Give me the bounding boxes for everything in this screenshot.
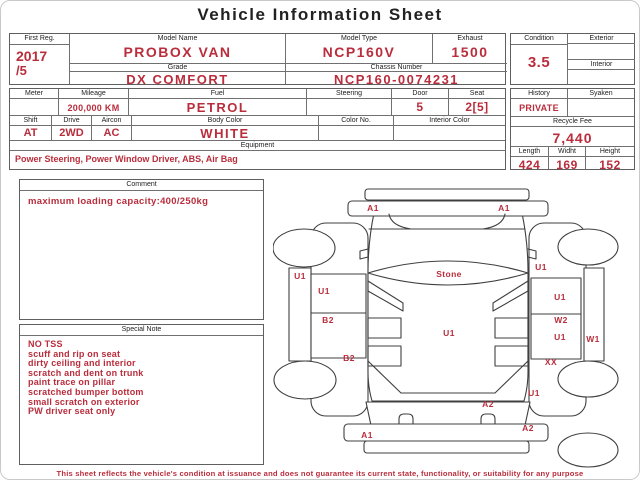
- syaken-label: Syaken: [568, 89, 634, 99]
- damage-marker-w1: W1: [586, 334, 600, 344]
- damage-marker-b2: B2: [343, 353, 355, 363]
- body-color-label: Body Color: [132, 116, 318, 126]
- damage-marker-u1: U1: [443, 328, 455, 338]
- damage-marker-u1: U1: [294, 271, 306, 281]
- syaken-cell: [568, 89, 634, 116]
- damage-marker-a1: A1: [361, 430, 373, 440]
- interior-label: Interior: [568, 60, 635, 70]
- grade-label: Grade: [167, 64, 188, 71]
- spec-table: [9, 88, 506, 170]
- wheel-front-left: [273, 229, 335, 267]
- shift-value: AT: [23, 127, 38, 139]
- aircon-label: Aircon: [92, 116, 131, 126]
- exterior-label: Exterior: [568, 34, 635, 44]
- length-value: 424: [518, 158, 541, 172]
- exhaust-value: 1500: [451, 44, 489, 60]
- height-label: Height: [586, 147, 634, 157]
- width-label: Widht: [549, 147, 585, 157]
- damage-marker-u1: U1: [318, 286, 330, 296]
- recycle-fee-cell: [511, 117, 634, 147]
- fuel-cell: [129, 89, 307, 115]
- damage-marker-u1: U1: [528, 388, 540, 398]
- interior-color-cell: [394, 116, 505, 140]
- damage-marker-xx: XX: [544, 357, 558, 367]
- grade-value: DX COMFORT: [126, 72, 229, 87]
- steering-label: Steering: [307, 89, 391, 99]
- front-top-bar: [365, 189, 529, 200]
- color-no-cell: [319, 116, 394, 140]
- seat-cell: [449, 89, 505, 115]
- drive-value: 2WD: [59, 127, 84, 139]
- damage-marker-a1: A1: [498, 203, 510, 213]
- damage-marker-a2: A2: [482, 399, 494, 409]
- comment-box: [19, 179, 264, 320]
- model-name-value: PROBOX VAN: [123, 44, 232, 60]
- fuel-label: Fuel: [129, 89, 306, 99]
- special-note-label: Special Note: [20, 325, 263, 336]
- steering-cell: [307, 89, 392, 115]
- chassis-number-label: Chassis Number: [285, 64, 507, 71]
- special-note-line: NO TSS: [28, 339, 63, 349]
- special-note-line: PW driver seat only: [28, 406, 116, 417]
- dimensions-row: [511, 147, 634, 172]
- wheel-rear-left: [274, 361, 336, 399]
- exterior-cell: [568, 34, 635, 60]
- shift-cell: [10, 116, 52, 140]
- comment-value: maximum loading capacity:400/250kg: [28, 196, 209, 207]
- car-body-top-view: [368, 213, 528, 401]
- special-note-lines: [20, 336, 263, 417]
- comment-label: Comment: [20, 180, 263, 191]
- left-sill-strip: [289, 268, 311, 361]
- special-note-line: scratched bumper bottom: [28, 386, 144, 397]
- history-cell: [511, 89, 568, 116]
- special-note-line: paint trace on pillar: [28, 377, 116, 388]
- length-label: Length: [511, 147, 548, 157]
- height-cell: [586, 147, 634, 172]
- wheel-rear-right: [558, 361, 618, 397]
- mileage-label: Mileage: [59, 89, 128, 99]
- door-value: 5: [416, 100, 424, 114]
- damage-marker-a1: A1: [367, 203, 379, 213]
- first-reg-label: First Reg.: [10, 34, 69, 45]
- meter-label: Meter: [10, 89, 58, 99]
- width-value: 169: [556, 158, 578, 172]
- first-reg-value-line2: /5: [16, 63, 27, 78]
- history-label: History: [511, 89, 567, 99]
- body-color-value: WHITE: [200, 126, 250, 141]
- body-color-cell: [132, 116, 319, 140]
- spec-row-2: [10, 116, 505, 141]
- condition-table: [510, 33, 635, 85]
- door-label: Door: [392, 89, 448, 99]
- width-cell: [549, 147, 586, 172]
- condition-cell: [511, 34, 568, 84]
- seat-label: Seat: [449, 89, 505, 99]
- damage-marker-a2: A2: [522, 423, 534, 433]
- drive-cell: [52, 116, 92, 140]
- aircon-cell: [92, 116, 132, 140]
- recycle-fee-value: 7,440: [552, 130, 593, 146]
- chassis-number-value: NCP160-0074231: [333, 72, 460, 87]
- damage-diagram: [273, 187, 639, 471]
- drive-label: Drive: [52, 116, 91, 126]
- model-type-value: NCP160V: [322, 44, 396, 60]
- model-name-cell: [70, 34, 285, 63]
- wheel-front-right: [558, 229, 618, 265]
- history-value: PRIVATE: [519, 103, 559, 113]
- rear-bumper-bar: [344, 424, 548, 441]
- recycle-fee-label: Recycle Fee: [511, 117, 634, 127]
- exhaust-cell: [432, 34, 507, 63]
- damage-marker-u1: U1: [554, 292, 566, 302]
- equipment-value: Power Steering, Power Window Driver, ABS, Air Bag: [15, 154, 238, 164]
- first-reg-value-line1: 2017: [16, 48, 48, 64]
- history-row: [511, 89, 634, 117]
- damage-marker-u1: U1: [554, 332, 566, 342]
- history-table: [510, 88, 635, 170]
- door-cell: [392, 89, 449, 115]
- damage-marker-b2: B2: [322, 315, 334, 325]
- special-note-box: [19, 324, 264, 465]
- special-note-line: dirty ceiling and interior: [28, 358, 136, 369]
- damage-marker-u1: U1: [535, 262, 547, 272]
- aircon-value: AC: [103, 127, 120, 139]
- chassis-number-value-cell: [285, 72, 507, 87]
- interior-cell: [568, 60, 635, 84]
- disclaimer: This sheet reflects the vehicle's condition at issuance and does not guarantee its current state, functionality, or suitability for any purpose: [56, 469, 584, 478]
- right-sill-strip: [584, 268, 604, 361]
- rear-bottom-bar: [364, 441, 529, 453]
- grade-chassis-header-strip: [70, 63, 507, 72]
- spec-row-1: [10, 89, 505, 116]
- model-type-label: Model Type: [340, 35, 378, 42]
- condition-value: 3.5: [527, 54, 551, 71]
- length-cell: [511, 147, 549, 172]
- model-type-cell: [285, 34, 432, 63]
- special-note-line: scuff and rip on seat: [28, 348, 121, 359]
- meter-cell: [10, 89, 59, 115]
- mileage-value: 200,000 KM: [67, 103, 120, 113]
- equipment-label: Equipment: [10, 141, 505, 151]
- spare-tire: [558, 433, 618, 467]
- mileage-cell: [59, 89, 129, 115]
- seat-value: 2[5]: [465, 100, 489, 114]
- special-note-line: scratch and dent on trunk: [28, 367, 144, 378]
- model-name-label: Model Name: [157, 35, 198, 42]
- damage-marker-w2: W2: [554, 315, 568, 325]
- damage-marker-stone: Stone: [436, 269, 462, 279]
- identity-table: [9, 33, 506, 85]
- page-title: Vehicle Information Sheet: [197, 5, 443, 24]
- shift-label: Shift: [10, 116, 51, 126]
- condition-label: Condition: [511, 34, 567, 45]
- first-reg-cell: [10, 34, 70, 84]
- interior-color-label: Interior Color: [394, 116, 505, 126]
- height-value: 152: [599, 158, 621, 172]
- color-no-label: Color No.: [319, 116, 393, 126]
- special-note-line: small scratch on exterior: [28, 396, 140, 407]
- exhaust-label: Exhaust: [457, 35, 483, 42]
- grade-value-cell: [70, 72, 285, 87]
- fuel-value: PETROL: [186, 100, 249, 115]
